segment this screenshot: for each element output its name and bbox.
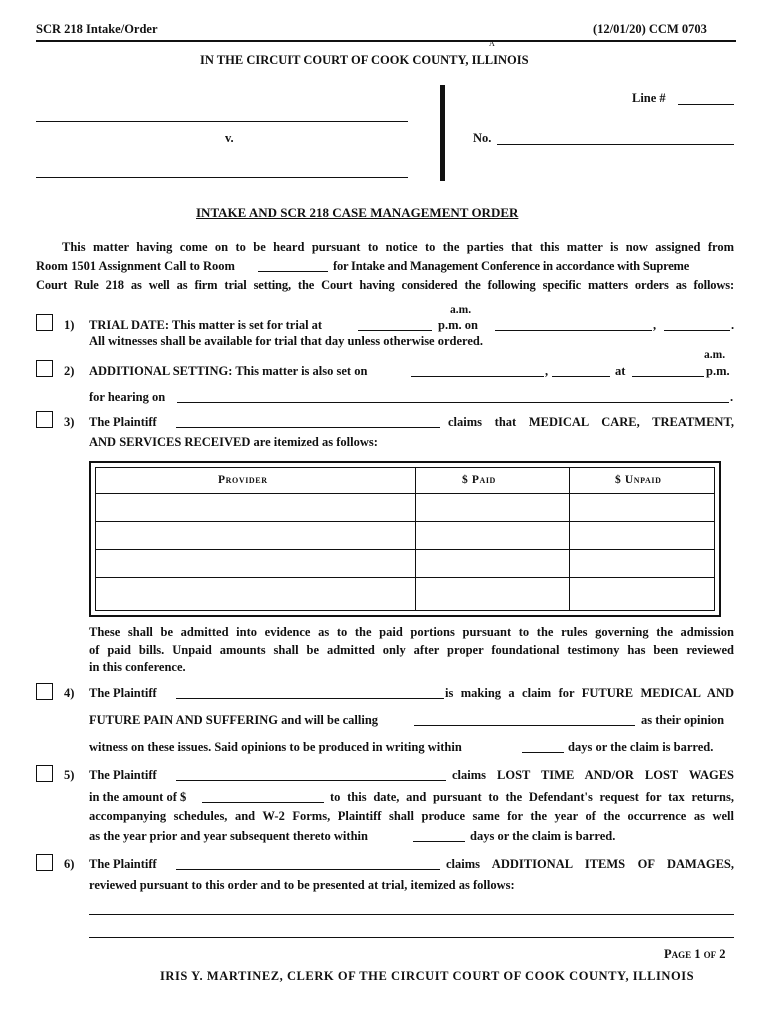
table-divider-1 [415, 468, 416, 610]
setting-time-field[interactable] [632, 376, 704, 377]
opinion-witness-field[interactable] [414, 725, 635, 726]
hearing-on-label: for hearing on [89, 390, 166, 404]
trial-pm-on: p.m. on [438, 318, 478, 332]
opinion-label: as their opinion [641, 713, 725, 727]
admission-line-2: of paid bills. Unpaid amounts shall be admitted only after proper foundational testimony has been reviewed [89, 643, 734, 657]
wages-plaintiff-label: The Plaintiff [89, 768, 157, 782]
item-6-number: 6) [64, 857, 75, 871]
caption-divider [440, 85, 445, 181]
wages-tax-text: to this date, and pursuant to the Defendant's request for tax returns, [330, 790, 734, 804]
header-rule [36, 40, 736, 42]
wages-year-text: as the year prior and year subsequent thereto within [89, 829, 368, 843]
setting-comma: , [545, 364, 549, 378]
wages-claims-text: claims LOST TIME AND/OR LOST WAGES [452, 768, 734, 782]
damages-claims-text: claims ADDITIONAL ITEMS OF DAMAGES, [446, 857, 734, 871]
medical-plaintiff-field[interactable] [176, 427, 440, 428]
trial-comma: , [653, 318, 657, 332]
clerk-footer: IRIS Y. MARTINEZ, CLERK OF THE CIRCUIT COURT OF COOK COUNTY, ILLINOIS [160, 969, 695, 983]
case-number-field[interactable] [497, 144, 734, 145]
intro-line-2b: for Intake and Management Conference in accordance with Supreme [333, 259, 690, 273]
item-4-number: 4) [64, 686, 75, 700]
item-3-number: 3) [64, 415, 75, 429]
setting-pm-label: p.m. [706, 364, 730, 378]
trial-period: . [731, 318, 735, 332]
future-plaintiff-field[interactable] [176, 698, 444, 699]
hearing-field[interactable] [177, 402, 729, 403]
hearing-period: . [730, 390, 734, 404]
table-row[interactable] [96, 521, 714, 522]
medical-care-checkbox[interactable] [36, 411, 53, 428]
damages-plaintiff-label: The Plaintiff [89, 857, 157, 871]
medical-itemized-text: AND SERVICES RECEIVED are itemized as follows: [89, 435, 378, 449]
setting-am-label: a.m. [704, 349, 726, 361]
damages-itemized-text: reviewed pursuant to this order and to be presented at trial, itemized as follows: [89, 878, 515, 892]
wages-amount-field[interactable] [202, 802, 324, 803]
unpaid-header: $ Unpaid [615, 474, 662, 486]
provider-header: Provider [218, 474, 268, 486]
setting-date-field[interactable] [411, 376, 544, 377]
additional-setting-text: ADDITIONAL SETTING: This matter is also set on [89, 364, 368, 378]
damages-plaintiff-field[interactable] [176, 869, 440, 870]
table-row[interactable] [96, 549, 714, 550]
opinion-writing-text: witness on these issues. Said opinions to be produced in writing within [89, 740, 462, 754]
stamp-mark: A [489, 39, 495, 48]
item-2-number: 2) [64, 364, 75, 378]
plaintiff-line[interactable] [36, 121, 408, 122]
intro-line-2a: Room 1501 Assignment Call to Room [36, 259, 235, 273]
wages-days-field[interactable] [413, 841, 465, 842]
damages-line-2[interactable] [89, 937, 734, 938]
wages-plaintiff-field[interactable] [176, 780, 446, 781]
paid-header: $ Paid [462, 474, 496, 486]
room-field[interactable] [258, 271, 328, 272]
trial-day-field[interactable] [495, 330, 652, 331]
intro-line-1: This matter having come on to be heard pursuant to notice to the parties that this matter is now assigned from [62, 240, 734, 254]
setting-at-label: at [615, 364, 626, 378]
wages-amount-label: in the amount of $ [89, 790, 187, 804]
versus-label: v. [225, 131, 234, 145]
trial-witness-text: All witnesses shall be available for trial that day unless otherwise ordered. [89, 334, 483, 348]
future-medical-checkbox[interactable] [36, 683, 53, 700]
future-pain-text: FUTURE PAIN AND SUFFERING and will be calling [89, 713, 379, 727]
trial-year-field[interactable] [664, 330, 730, 331]
line-number-label: Line # [632, 91, 666, 105]
admission-line-3: in this conference. [89, 660, 186, 674]
item-5-number: 5) [64, 768, 75, 782]
table-row[interactable] [96, 493, 714, 494]
form-code: (12/01/20) CCM 0703 [593, 22, 707, 36]
medical-claims-text: claims that MEDICAL CARE, TREATMENT, [448, 415, 734, 429]
trial-date-checkbox[interactable] [36, 314, 53, 331]
additional-damages-checkbox[interactable] [36, 854, 53, 871]
table-divider-2 [569, 468, 570, 610]
future-plaintiff-label: The Plaintiff [89, 686, 157, 700]
wages-barred-text: days or the claim is barred. [470, 829, 616, 843]
item-1-number: 1) [64, 318, 75, 332]
opinion-days-field[interactable] [522, 752, 564, 753]
damages-line-1[interactable] [89, 914, 734, 915]
defendant-line[interactable] [36, 177, 408, 178]
trial-date-text: TRIAL DATE: This matter is set for trial at [89, 318, 323, 332]
admission-line-1: These shall be admitted into evidence as to the paid portions pursuant to the rules governing the admission [89, 625, 734, 639]
page-number: Page 1 of 2 [664, 947, 726, 961]
line-number-field[interactable] [678, 104, 734, 105]
court-heading: IN THE CIRCUIT COURT OF COOK COUNTY, ILLINOIS [200, 53, 529, 67]
opinion-barred-text: days or the claim is barred. [568, 740, 714, 754]
setting-year-field[interactable] [552, 376, 610, 377]
document-title: INTAKE AND SCR 218 CASE MANAGEMENT ORDER [196, 205, 519, 220]
intro-line-3: Court Rule 218 as well as firm trial setting, the Court having considered the following specific matters orders as follows: [36, 278, 734, 292]
medical-plaintiff-label: The Plaintiff [89, 415, 157, 429]
trial-am-label: a.m. [450, 304, 472, 316]
future-claim-text: is making a claim for FUTURE MEDICAL AND [445, 686, 734, 700]
table-row[interactable] [96, 577, 714, 578]
additional-setting-checkbox[interactable] [36, 360, 53, 377]
form-id: SCR 218 Intake/Order [36, 22, 158, 36]
trial-time-field[interactable] [358, 330, 432, 331]
wages-schedules-text: accompanying schedules, and W-2 Forms, Plaintiff shall produce same for the year of the occurrence as well [89, 809, 734, 823]
case-number-label: No. [473, 131, 492, 145]
medical-items-table [89, 461, 721, 617]
lost-wages-checkbox[interactable] [36, 765, 53, 782]
